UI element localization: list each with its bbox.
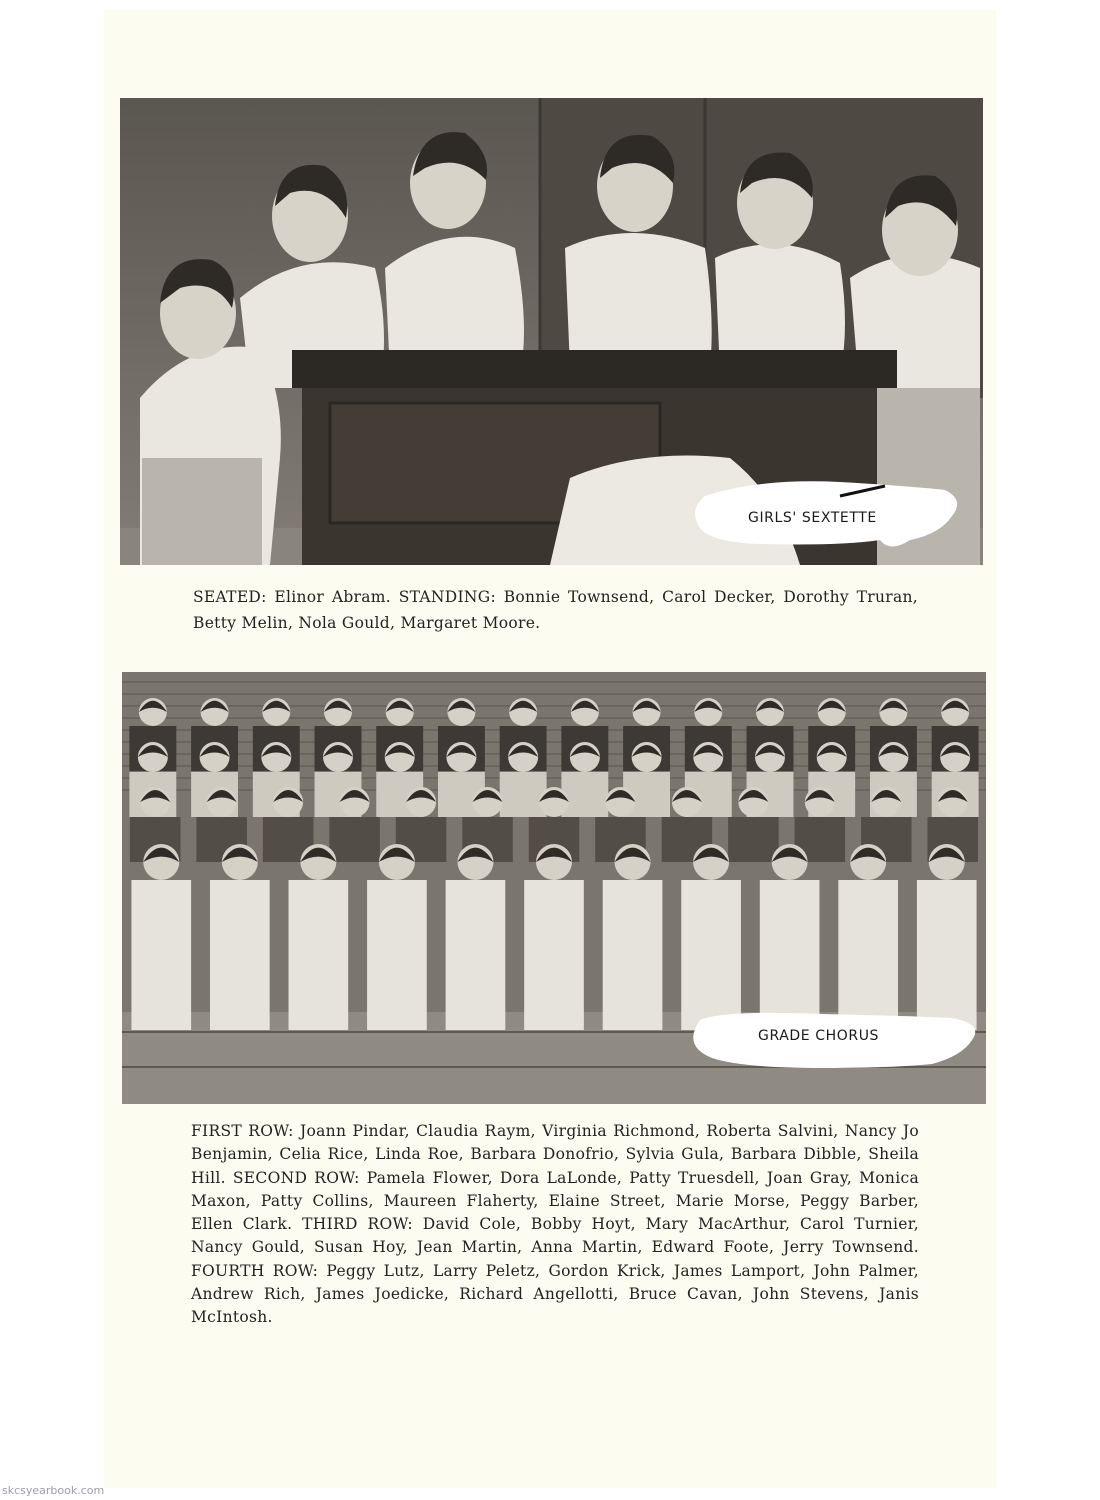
- grade-chorus-caption: FIRST ROW: Joann Pindar, Claudia Raym, Virginia Richmond, Roberta Salvini, Nancy Jo Benjamin, Celia Rice, Linda Roe, Barbara Donofrio, Sylvia Gula, Barbara Dibble, Sheila Hill. SECOND ROW: Pamela Flower, Dora LaLonde, Patty Truesdell, Joan Gray, Monica Maxon, Patty Collins, Maureen Flaherty, Elaine Street, Marie Morse, Peggy Barber, Ellen Clark. THIRD ROW: David Cole, Bobby Hoyt, Mary MacArthur, Carol Turnier, Nancy Gould, Susan Hoy, Jean Martin, Anna Martin, Edward Foote, Jerry Townsend. FOURTH ROW: Peggy Lutz, Larry Peletz, Gordon Krick, James Lamport, John Palmer, Andrew Rich, James Joedicke, Richard Angellotti, Bruce Cavan, John Stevens, Janis McIntosh.: [191, 1122, 919, 1327]
- grade-chorus-label: GRADE CHORUS: [758, 1028, 880, 1044]
- grade-chorus-photo: [122, 672, 986, 1104]
- girls-sextette-caption: SEATED: Elinor Abram. STANDING: Bonnie Townsend, Carol Decker, Dorothy Truran, Betty Melin, Nola Gould, Margaret Moore.: [193, 588, 918, 632]
- girls-sextette-label: GIRLS' SEXTETTE: [748, 510, 877, 526]
- grade-chorus-image: [122, 672, 986, 1104]
- girls-sextette-image: [120, 98, 983, 565]
- girls-sextette-photo: [120, 98, 983, 565]
- site-watermark: skcsyearbook.com: [2, 1484, 105, 1497]
